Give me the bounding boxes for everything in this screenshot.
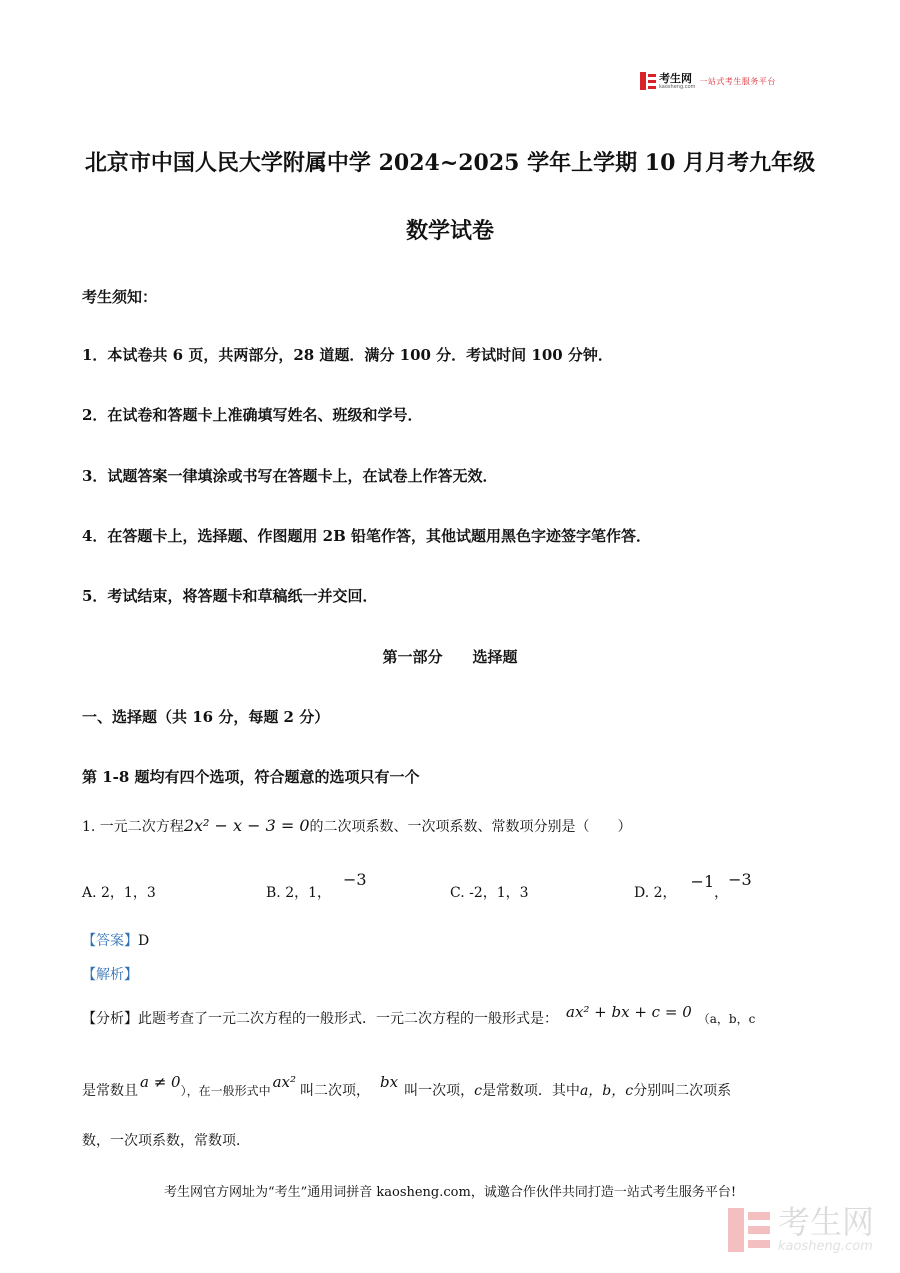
option-a: A. 2，1，3 [82,885,156,901]
question-1-suffix: 的二次项系数、一次项系数、常数项分别是（ ） [309,819,632,835]
logo-slogan: 一站式考生服务平台 [699,76,776,86]
term-bx: bx [380,1073,399,1091]
answer-line [82,930,149,950]
analysis-text-4: ），在一般形式中 [180,1084,271,1098]
analysis-text-3: 是常数且 [82,1083,138,1099]
question-1-prefix: 1. 一元二次方程 [82,819,184,835]
analysis-sublabel: 【分析】 [82,1011,138,1027]
option-d [634,870,752,902]
watermark-logo-icon [728,1208,772,1252]
analysis-line-3: 数，一次项系数，常数项． [82,1133,250,1149]
notice-item: 3．试题答案一律填涂或书写在答题卡上，在试卷上作答无效． [82,467,498,485]
question-1-equation: 2x² − x − 3 = 0 [183,816,310,835]
answer-value: D [138,933,150,949]
kaosheng-logo-icon [640,72,656,90]
analysis-text-5: 叫二次项， [300,1083,371,1099]
logo-brand: 考生网 [659,71,692,85]
notice-item: 2．在试卷和答题卡上准确填写姓名、班级和学号． [82,406,423,424]
analysis-text-6: 叫一次项， [404,1083,475,1099]
general-form: ax² + bx + c = 0 [566,1003,692,1021]
answer-label: 【答案】 [82,933,138,949]
analysis-line-1 [82,1003,756,1028]
section-heading: 一、选择题（共 16 分，每题 2 分） [82,708,330,726]
header-logo [640,72,776,90]
analysis-text-2: （a，b，c [697,1012,756,1026]
option-b-text: B. 2，1， [266,885,332,901]
condition: a ≠ 0 [140,1073,181,1091]
analysis-line-2 [82,1073,732,1100]
notice-item: 4．在答题卡上，选择题、作图题用 2B 铅笔作答，其他试题用黑色字迹签字笔作答． [82,527,652,545]
option-c: C. -2，1，3 [450,885,529,901]
terms-abc: a，b，c [579,1083,634,1099]
option-d-math1: −1 [690,872,715,891]
analysis-text-7: 是常数项．其中 [481,1083,580,1099]
term-c: c [474,1083,482,1099]
analysis-label: 【解析】 [82,967,138,983]
logo-brand-sub: kaosheng.com [659,83,696,90]
option-d-text: D. 2， [634,885,677,901]
option-d-sep: ， [714,885,729,901]
analysis-text-1: 此题考查了一元二次方程的一般形式．一元二次方程的一般形式是： [138,1011,558,1027]
watermark-name: 考生网 [777,1203,874,1241]
watermark [728,1205,874,1254]
option-d-math2: −3 [728,870,752,889]
analysis-text-8: 分别叫二次项系 [633,1083,732,1099]
part-heading: 第一部分 选择题 [382,648,518,666]
notice-item: 1．本试卷共 6 页，共两部分，28 道题．满分 100 分．考试时间 100 分钟． [82,346,613,364]
footer-text: 考生网官方网址为“考生”通用词拼音 kaosheng.com，诚邀合作伙伴共同打造一站式考生服务平台! [163,1185,737,1200]
option-b [266,870,367,902]
question-1-stem [82,816,632,836]
exam-subtitle: 数学试卷 [405,218,494,244]
notice-heading: 考生须知： [82,288,158,306]
notice-item: 5．考试结束，将答题卡和草稿纸一并交回． [82,587,378,605]
watermark-url: kaosheng.com [777,1239,873,1254]
exam-title: 北京市中国人民大学附属中学 2024~2025 学年上学期 10 月月考九年级 [84,150,816,176]
term-ax2: ax² [272,1073,297,1091]
option-b-math: −3 [343,870,367,889]
section-instruction: 第 1-8 题均有四个选项，符合题意的选项只有一个 [82,768,420,786]
